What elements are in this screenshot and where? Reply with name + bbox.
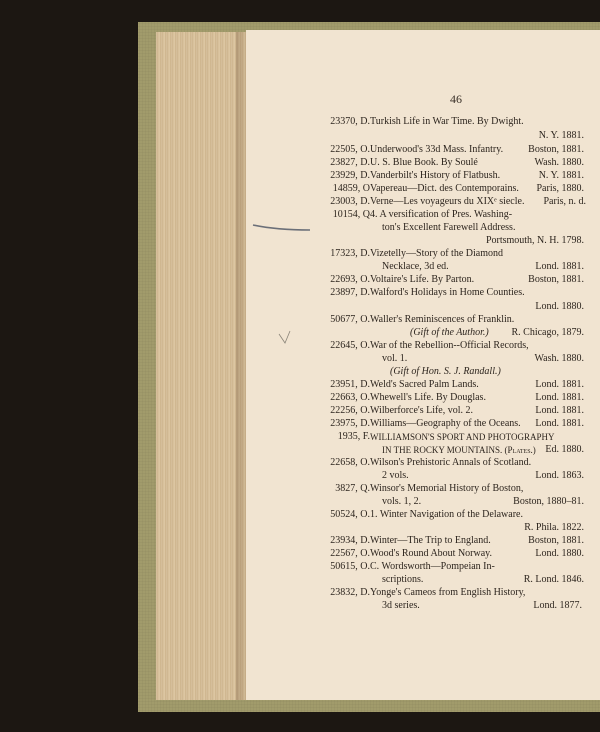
entry-title-cont: IN THE ROCKY MOUNTAINS. (Plates.): [382, 445, 536, 455]
entry-title: Voltaire's Life. By Parton.: [370, 274, 475, 285]
entry-imprint: Lond. 1881.: [535, 418, 584, 429]
entry-title: Weld's Sacred Palm Lands.: [370, 379, 479, 390]
entry-imprint: R. Lond. 1846.: [523, 574, 584, 585]
entry-imprint: N. Y. 1881.: [538, 130, 584, 141]
entry-id: 17323, D.: [330, 248, 370, 259]
entry-title: Underwood's 33d Mass. Infantry.: [370, 144, 504, 155]
entry-gift-note: (Gift of the Author.): [410, 327, 489, 338]
entry-id: 22505, O.: [330, 144, 370, 155]
entry-imprint: Paris, n. d.: [543, 196, 586, 207]
entry-imprint: Ed. 1880.: [545, 444, 584, 455]
entry-title: Whewell's Life. By Douglas.: [370, 392, 486, 403]
entry-imprint: Portsmouth, N. H. 1798.: [485, 235, 584, 246]
entry-title: Wood's Round About Norway.: [370, 548, 493, 559]
entry-id: 23832, D.: [330, 587, 370, 598]
entry-imprint: Wash. 1880.: [534, 157, 584, 168]
pencil-mark-icon: [252, 222, 312, 232]
entry-id: 22645, O.: [330, 340, 370, 351]
entry-title: Vanderbilt's History of Flatbush.: [370, 170, 501, 181]
entry-id: 14859, O: [332, 183, 370, 194]
entry-imprint: R. Phila. 1822.: [524, 522, 584, 533]
entry-title: War of the Rebellion--Official Records,: [370, 340, 529, 351]
entry-id: 23003, D.: [330, 196, 370, 207]
entry-id: 23934, D.: [330, 535, 370, 546]
entry-id: 50524, O.: [330, 509, 370, 520]
entry-title-cont: vol. 1.: [382, 353, 408, 364]
entry-imprint: Lond. 1881.: [535, 405, 584, 416]
entry-title: Turkish Life in War Time. By Dwight.: [370, 116, 524, 127]
entry-id: 22693, O.: [330, 274, 370, 285]
page-number: 46: [450, 92, 462, 106]
entry-imprint: Lond. 1880.: [535, 301, 584, 312]
entry-title: WILLIAMSON'S SPORT AND PHOTOGRAPHY: [370, 432, 555, 442]
entry-id: 22658, O.: [330, 457, 370, 468]
entry-imprint: Wash. 1880.: [534, 353, 584, 364]
entry-id: 22663, O.: [330, 392, 370, 403]
entry-title: Winter—The Trip to England.: [370, 535, 491, 546]
entry-imprint: N. Y. 1881.: [538, 170, 584, 181]
entry-title: U. S. Blue Book. By Soulé: [370, 157, 478, 168]
entry-imprint: Lond. 1881.: [535, 392, 584, 403]
entry-id: 23897, D.: [330, 287, 370, 298]
entry-imprint: R. Chicago, 1879.: [511, 327, 584, 338]
entry-id: 10154, Q: [332, 209, 370, 220]
entry-imprint: Lond. 1877.: [533, 600, 582, 611]
entry-imprint: Paris, 1880.: [536, 183, 584, 194]
entry-title: Wilberforce's Life, vol. 2.: [370, 405, 474, 416]
entry-title: Waller's Reminiscences of Franklin.: [370, 314, 515, 325]
entry-title: 4. A versification of Pres. Washing-: [370, 209, 513, 220]
entry-id: 23951, D.: [330, 379, 370, 390]
entry-imprint: Lond. 1881.: [535, 261, 584, 272]
entry-imprint: Lond. 1880.: [535, 548, 584, 559]
entry-id: 23370, D.: [330, 116, 370, 127]
entry-id: 23975, D.: [330, 418, 370, 429]
entry-title: Walford's Holidays in Home Counties.: [370, 287, 525, 298]
entry-imprint: Boston, 1881.: [528, 535, 584, 546]
entry-id: 50677, O.: [330, 314, 370, 325]
entry-imprint: Lond. 1863.: [535, 470, 584, 481]
entry-title: C. Wordsworth—Pompeian In-: [370, 561, 495, 572]
entry-title-cont: 3d series.: [382, 600, 420, 611]
entry-imprint: Boston, 1881.: [528, 274, 584, 285]
entry-id: 22567, O.: [330, 548, 370, 559]
entry-title-cont: ton's Excellent Farewell Address.: [382, 222, 516, 233]
entry-id: 23827, D.: [330, 157, 370, 168]
entry-title: 1. Winter Navigation of the Delaware.: [370, 509, 523, 520]
entry-title-cont: vols. 1, 2.: [382, 496, 422, 507]
entry-id: 3827, Q.: [335, 483, 370, 494]
entry-id: 1935, F.: [337, 431, 370, 442]
entry-title-cont: Necklace, 3d ed.: [382, 261, 449, 272]
entry-title-cont: scriptions.: [382, 574, 424, 585]
entry-title: Vapereau—Dict. des Contemporains.: [370, 183, 519, 194]
entry-imprint: Boston, 1880–81.: [513, 496, 584, 507]
entry-imprint: Lond. 1881.: [535, 379, 584, 390]
entry-gift-note: (Gift of Hon. S. J. Randall.): [390, 366, 501, 377]
entry-title: Williams—Geography of the Oceans.: [370, 418, 521, 429]
entry-title: Yonge's Cameos from English History,: [370, 587, 526, 598]
entry-title: Wilson's Prehistoric Annals of Scotland.: [370, 457, 532, 468]
entry-id: 22256, O.: [330, 405, 370, 416]
entry-title: Winsor's Memorial History of Boston,: [370, 483, 524, 494]
entry-id: 23929, D.: [330, 170, 370, 181]
entry-title: Verne—Les voyageurs du XIXᵉ siecle.: [370, 196, 525, 207]
entry-title-cont: 2 vols.: [382, 470, 409, 481]
entry-id: 50615, O.: [330, 561, 370, 572]
entry-title: Vizetelly—Story of the Diamond: [370, 248, 503, 259]
page-edges: [156, 32, 246, 700]
entry-imprint: Boston, 1881.: [528, 144, 584, 155]
